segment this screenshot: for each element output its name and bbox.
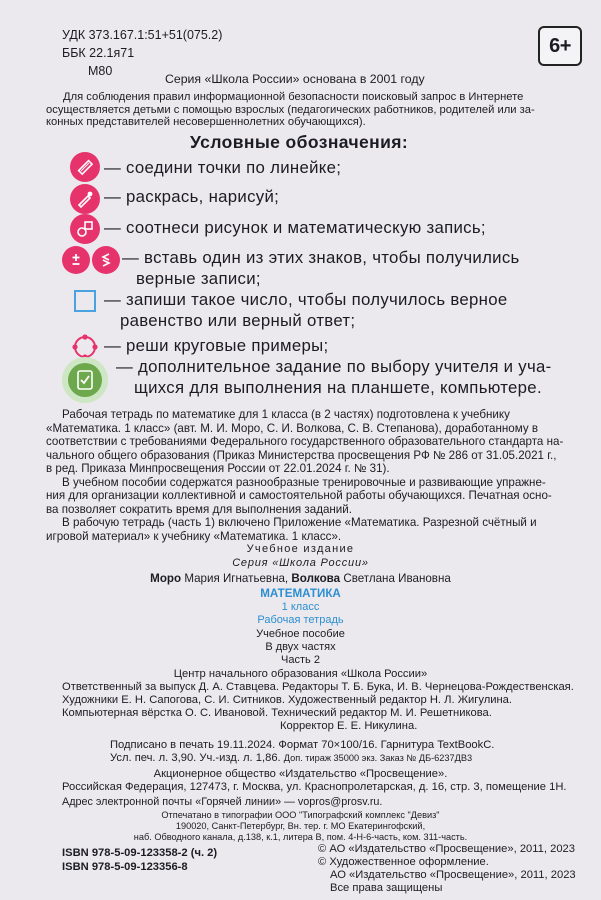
legend-item-4-line-1: — вставь один из этих знаков, чтобы получились [122, 248, 520, 267]
legend-item-7-line-1: — дополнительное задание по выбору учителя и уча- [116, 357, 552, 376]
legend-item-5-line-1: — запиши такое число, чтобы получилось верное [104, 290, 508, 309]
description-line-7: ния для организации коллективной и самостоятельной работы обучающихся. Печатная осно- [46, 489, 552, 502]
legend-item-2: — раскрась, нарисуй; [104, 187, 280, 206]
author1-surname: Моро [150, 572, 182, 585]
copyright-line-4: Все права защищены [330, 882, 443, 894]
brush-icon [70, 184, 100, 214]
print-run: Доп. тираж 35000 экз. Заказ № ДБ-6237ДВ3 [283, 753, 473, 763]
copyright-line-1: © АО «Издательство «Просвещение», 2011, 2023 [318, 843, 575, 855]
age-rating-badge: 6+ [538, 26, 582, 66]
credits-center: Центр начального образования «Школа России» [173, 668, 428, 680]
author1-name: Мария Игнатьевна, [184, 572, 289, 585]
print-line-2-main: Усл. печ. л. 3,90. Уч.-изд. л. 1,86. [110, 752, 281, 764]
credits-line-4: Корректор Е. Е. Никулина. [280, 720, 418, 732]
tablet-icon [62, 357, 108, 403]
publisher-line-2: Российская Федерация, 127473, г. Москва, ул. Краснопролетарская, д. 16, стр. 3, помещение 1Н. [62, 781, 567, 793]
print-line-2 [110, 752, 472, 765]
book-grade: 1 класс [281, 601, 320, 613]
isbn-line-1: ISBN 978-5-09-123358-2 (ч. 2) [62, 847, 218, 859]
copyright-line-2: © Художественное оформление. [318, 856, 489, 868]
edition-series: Серия «Школа России» [232, 557, 369, 569]
description-line-9: В рабочую тетрадь (часть 1) включено Приложение «Математика. Разрезной счётный и [62, 516, 537, 529]
description-line-3: соответствии с требованиями Федерального государственного образовательного стандарта на- [46, 435, 564, 448]
ruler-pencil-icon [70, 152, 100, 182]
publisher-line-1: Акционерное общество «Издательство «Просвещение». [153, 768, 448, 780]
empty-square-icon [74, 290, 96, 312]
legend-item-1: — соедини точки по линейке; [104, 158, 342, 177]
book-kind: Рабочая тетрадь [257, 614, 344, 626]
description-line-10: игровой материал» к учебнику «Математика. 1 класс». [46, 529, 342, 543]
print-line-1: Подписано в печать 19.11.2024. Формат 70×100/16. Гарнитура TextBookC. [110, 739, 495, 751]
plus-minus-icon [62, 246, 90, 274]
book-parts: В двух частях [265, 641, 336, 653]
printer-line-1: Отпечатано в типографии ООО "Типографский комплекс "Девиз" [161, 810, 440, 820]
safety-note-line-2: осуществляется детьми с помощью взрослых (педагогических работников, родителей или за- [46, 103, 535, 116]
description-line-6: В учебном пособии содержатся разнообразные тренировочные и развивающие упражне- [62, 475, 546, 489]
legend-item-4-line-2: верные записи; [136, 268, 261, 288]
authors [0, 572, 601, 585]
book-part: Часть 2 [281, 654, 320, 666]
shapes-icon [70, 214, 100, 244]
series-note: Серия «Школа России» основана в 2001 году [165, 72, 425, 86]
description-line-2: «Математика. 1 класс» (авт. М. И. Моро, С. И. Волкова, С. В. Степанова), доработанному в [46, 421, 538, 435]
credits-line-2: Художники Е. Н. Сапогова, С. И. Ситников. Художественный редактор Н. Л. Жигулина. [62, 694, 512, 706]
compare-signs-icon [92, 246, 120, 274]
legend-item-5-line-2: равенство или верный ответ; [120, 310, 356, 330]
safety-note-line-1: Для соблюдения правил информационной безопасности поисковый запрос в Интернете [63, 91, 524, 103]
isbn-line-2: ISBN 978-5-09-123356-8 [62, 861, 188, 873]
legend-item-3: — соотнеси рисунок и математическую запись; [104, 218, 486, 237]
printer-line-2: 190020, Санкт-Петербург, Вн. тер. г. МО Екатерингофский, [175, 821, 426, 831]
book-purpose: Учебное пособие [256, 628, 345, 640]
description-line-4: чального общего образования (Приказ Министерства просвещения РФ № 286 от 31.05.2021 г., [46, 448, 557, 462]
author2-surname: Волкова [291, 572, 341, 585]
copyright-line-3: АО «Издательство «Просвещение», 2011, 2023 [330, 869, 576, 881]
edition-type: Учебное издание [246, 543, 355, 555]
udk-code: УДК 373.167.1:51+51(075.2) [62, 28, 223, 42]
description-line-5: в ред. Приказа Минпросвещения России от 22.01.2024 г. № 31). [46, 462, 390, 475]
legend-title: Условные обозначения: [190, 132, 409, 152]
publisher-line-3: Адрес электронной почты «Горячей линии» — vopros@prosv.ru. [62, 796, 383, 808]
description-line-8: ва позволяет сократить время для выполнения заданий. [46, 502, 352, 516]
credits-line-3: Компьютерная вёрстка О. С. Ивановой. Технический редактор М. И. Решетникова. [62, 707, 492, 719]
printer-line-3: наб. Обводного канала, д.138, к.1, литера В, пом. 4-Н-6-часть, ком. 311-часть. [133, 832, 468, 842]
safety-note-line-3: конных представителей несовершеннолетних обучающихся). [46, 116, 366, 129]
credits-line-1: Ответственный за выпуск Д. А. Ставцева. Редакторы Т. Б. Бука, И. В. Чернецова-Рождественская. [62, 681, 574, 693]
author-mark: М80 [88, 64, 113, 78]
legend-item-7-line-2: щихся для выполнения на планшете, компьютере. [134, 377, 542, 397]
book-title: МАТЕМАТИКА [260, 587, 341, 600]
legend-item-6: — реши круговые примеры; [104, 336, 329, 355]
description-line-1: Рабочая тетрадь по математике для 1 класса (в 2 частях) подготовлена к учебнику [62, 408, 510, 421]
bbk-code: ББК 22.1я71 [62, 46, 135, 60]
author2-name: Светлана Ивановна [343, 572, 451, 585]
